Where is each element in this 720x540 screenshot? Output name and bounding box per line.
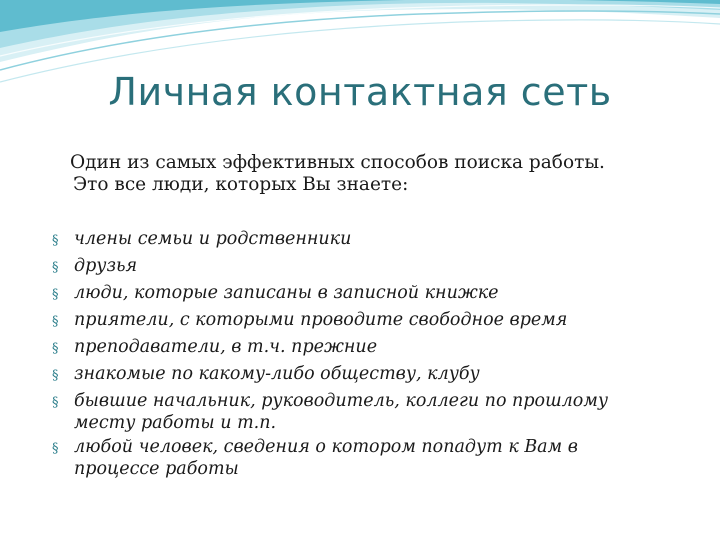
- contact-list: [48, 229, 668, 483]
- intro-line-2: Это все люди, которых Вы знаете:: [73, 174, 409, 195]
- bullet-marker-icon: §: [52, 341, 59, 356]
- list-item-text: приятели, с которыми проводите свободное время: [74, 310, 568, 330]
- bullet-marker-icon: §: [52, 233, 59, 248]
- list-item-text: знакомые по какому-либо обществу, клубу: [74, 364, 480, 384]
- bullet-marker-icon: §: [52, 441, 59, 456]
- list-item-text: любой человек, сведения о котором попадут к Вам в процессе работы: [74, 437, 578, 479]
- list-item-text: люди, которые записаны в записной книжке: [74, 283, 499, 303]
- list-item: [48, 364, 668, 386]
- list-item: [48, 310, 668, 332]
- bullet-marker-icon: §: [52, 395, 59, 410]
- bullet-marker-icon: §: [52, 314, 59, 329]
- intro-line-1: Один из самых эффективных способов поиска работы.: [70, 152, 605, 173]
- bullet-marker-icon: §: [52, 368, 59, 383]
- list-item-text: члены семьи и родственники: [74, 229, 352, 249]
- list-item: [48, 283, 668, 305]
- slide-title: Личная контактная сеть: [108, 70, 612, 114]
- bullet-marker-icon: §: [52, 287, 59, 302]
- list-item-text: друзья: [74, 256, 138, 276]
- list-item: [48, 437, 668, 480]
- list-item: [48, 256, 668, 278]
- list-item: [48, 229, 668, 251]
- list-item-text: бывшие начальник, руководитель, коллеги по прошлому месту работы и т.п.: [74, 391, 608, 433]
- list-item-text: преподаватели, в т.ч. прежние: [74, 337, 378, 357]
- bullet-marker-icon: §: [52, 260, 59, 275]
- list-item: [48, 391, 668, 434]
- list-item: [48, 337, 668, 359]
- intro-text: [70, 152, 690, 196]
